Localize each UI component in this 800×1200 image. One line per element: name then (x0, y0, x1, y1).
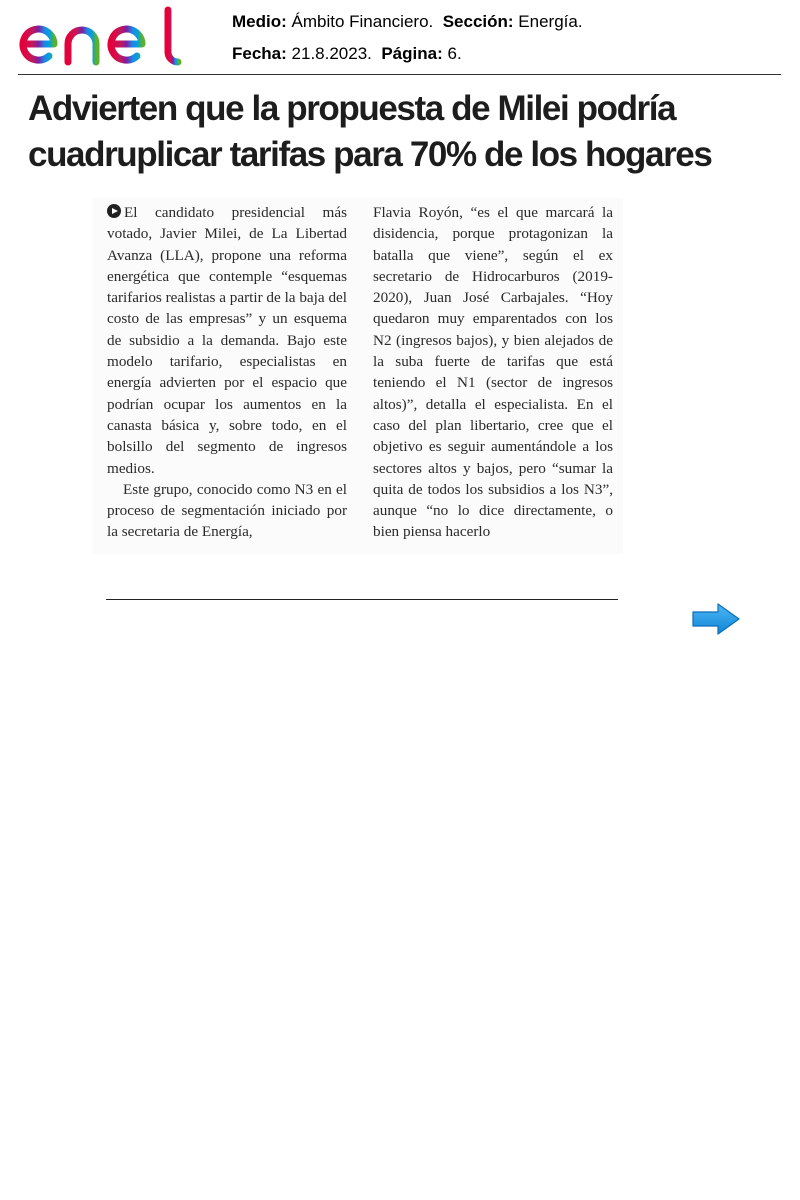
article-column-1 (107, 202, 347, 543)
pagina-label: Página: (381, 44, 443, 63)
pagina-value: 6. (447, 44, 462, 63)
article-clipping (93, 198, 623, 554)
play-bullet-icon (107, 204, 121, 218)
seccion-label: Sección: (442, 12, 514, 31)
paragraph-3: Flavia Royón, “es el que marcará la disidencia, porque protagonizan la batalla que viene”, según el ex secretario de Hidrocarburos (2019-2020), Juan José Carbajales. “Hoy quedaron muy emparentados con los N2 (ingresos bajos), y bien alejados de la suba fuerte de tarifas que está teniendo el N1 (sector de ingresos altos)”, detalla el especialista. En el caso del plan libertario, cree que el objetivo es seguir aumentándole a los sectores altos y bajos, pero “sumar la quita de todos los subsidios a los N3”, aunque “no lo dice directamente, o bien piensa hacerlo (373, 204, 613, 541)
article-column-2 (373, 202, 613, 543)
paragraph-1-text: El candidato presidencial más votado, Javier Milei, de La Libertad Avanza (LLA), propone una reforma energética que contemple “esquemas tarifarios realistas a partir de la baja del costo de las empresas” y un esquema de subsidio a la demanda. Bajo este modelo tarifario, especialistas en energía advierten por el espacio que podrían ocupar los aumentos en la canasta básica y, sobre todo, en el bolsillo del segmento de ingresos medios. (107, 204, 347, 477)
article-divider (106, 599, 618, 600)
medio-value: Ámbito Financiero. (291, 12, 434, 31)
header-divider (18, 74, 781, 75)
headline-line-2: cuadruplicar tarifas para 70% de los hogares (28, 135, 712, 174)
enel-logo (16, 4, 182, 68)
seccion-value: Energía. (518, 12, 583, 31)
article-headline (28, 86, 788, 178)
clipping-meta (232, 6, 583, 70)
headline-line-1: Advierten que la propuesta de Milei podría (28, 89, 676, 128)
meta-line-1 (232, 6, 583, 38)
fecha-label: Fecha: (232, 44, 287, 63)
arrow-right-icon[interactable] (690, 602, 742, 636)
paragraph-2: Este grupo, conocido como N3 en el proceso de segmentación iniciado por la secretaria de Energía, (107, 480, 347, 541)
fecha-value: 21.8.2023. (291, 44, 372, 63)
medio-label: Medio: (232, 12, 287, 31)
meta-line-2 (232, 38, 583, 70)
paragraph-1 (107, 202, 347, 479)
